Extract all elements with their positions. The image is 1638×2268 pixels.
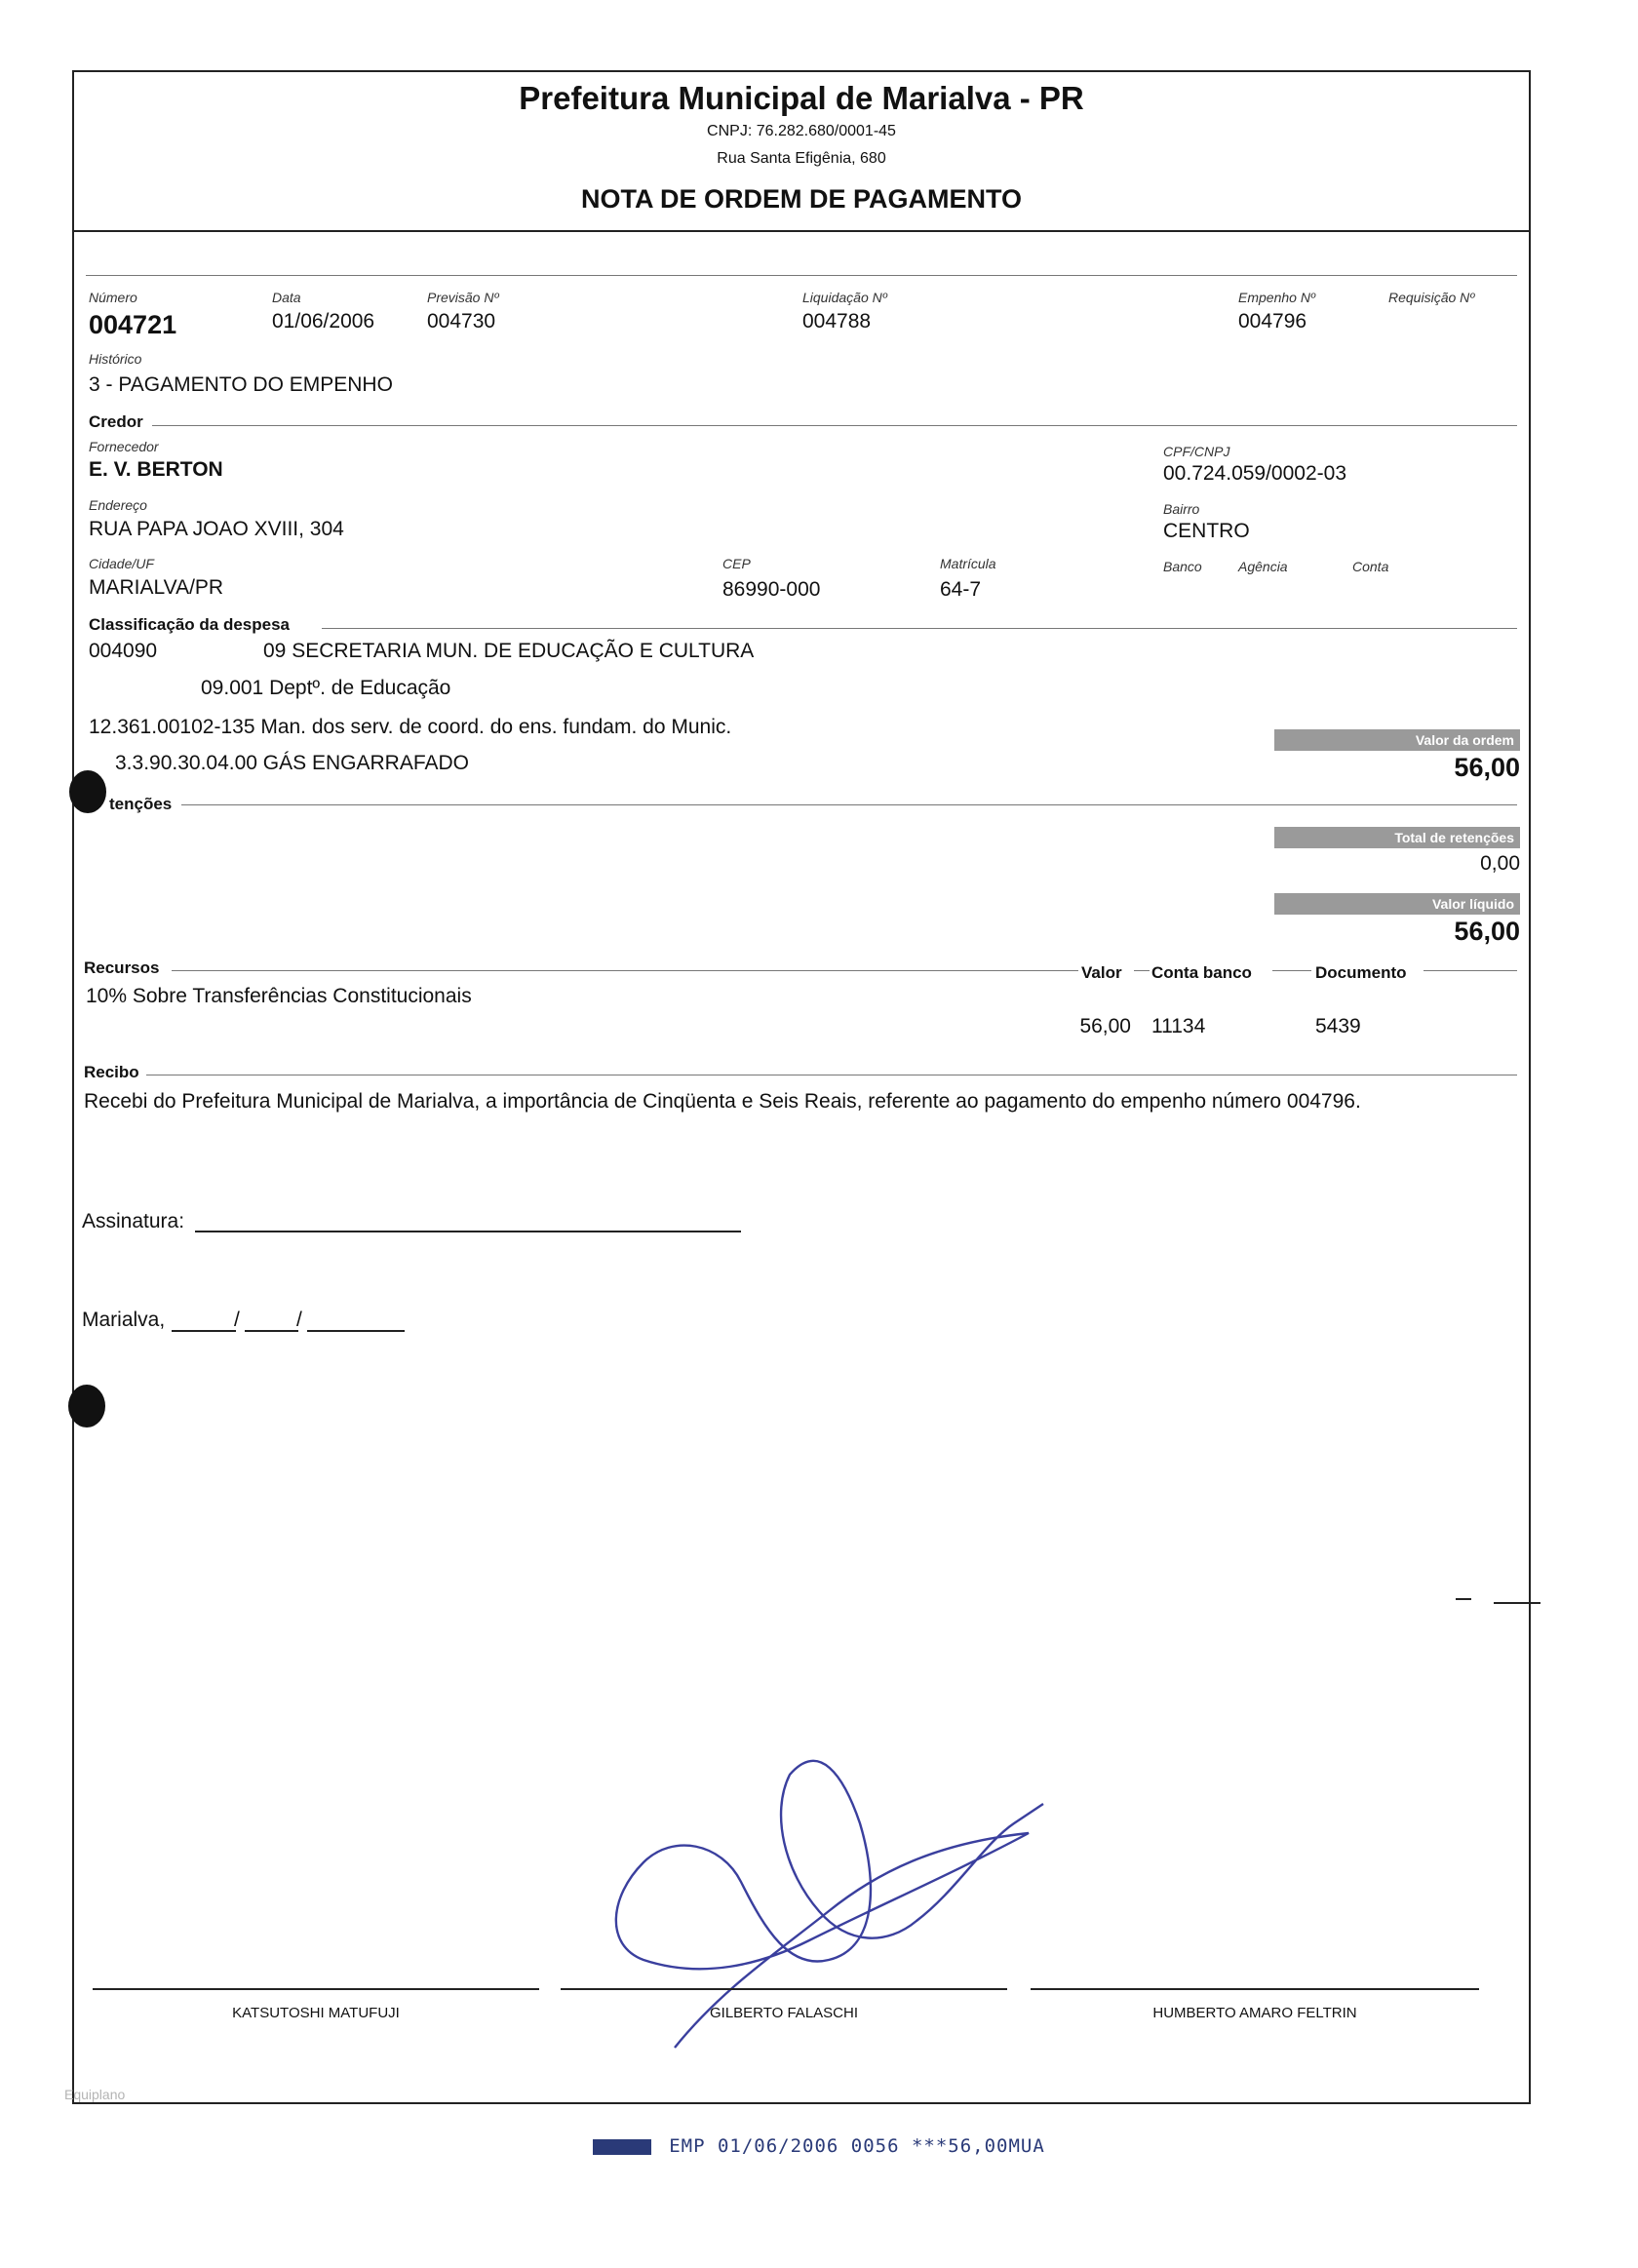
classificacao-line3: 12.361.00102-135 Man. dos serv. de coord. do ens. fundam. do Munic. (89, 716, 732, 738)
header-divider (72, 230, 1531, 232)
valor-ordem-value: 56,00 (1454, 753, 1520, 782)
valor-liquido-value: 56,00 (1454, 917, 1520, 946)
local-label: Marialva, (82, 1309, 166, 1331)
cpf-value: 00.724.059/0002-03 (1163, 462, 1347, 485)
cnpj-text: CNPJ: 76.282.680/0001-45 (707, 123, 896, 139)
liquidacao-label: Liquidação Nº (802, 290, 887, 305)
total-retencoes-value: 0,00 (1480, 852, 1520, 875)
ids-divider (86, 275, 1517, 276)
endereco-label: Endereço (89, 497, 147, 513)
punch-hole (69, 770, 106, 813)
signature-name-3: HUMBERTO AMARO FELTRIN (1152, 2005, 1357, 2021)
cep-label: CEP (722, 556, 751, 571)
recursos-divider-2 (1134, 970, 1150, 971)
bairro-value: CENTRO (1163, 520, 1250, 542)
bank-print-text: EMP 01/06/2006 0056 ***56,00MUA (669, 2135, 1045, 2157)
recibo-section: Recibo (84, 1063, 139, 1081)
historico-label: Histórico (89, 351, 142, 367)
empenho-value: 004796 (1238, 310, 1307, 332)
classificacao-line2: 09.001 Deptº. de Educação (201, 677, 451, 699)
recursos-valor-label: Valor (1081, 963, 1122, 982)
recursos-divider-3 (1272, 970, 1311, 971)
signature-line-1 (93, 1988, 539, 1990)
scan-mark-2 (1494, 1602, 1540, 1604)
numero-label: Número (89, 290, 137, 305)
recursos-section: Recursos (84, 958, 160, 977)
data-value: 01/06/2006 (272, 310, 375, 332)
classificacao-line4: 3.3.90.30.04.00 GÁS ENGARRAFADO (115, 752, 470, 774)
agencia-label: Agência (1238, 559, 1288, 574)
matricula-value: 64-7 (940, 578, 982, 601)
bank-logo-icon (593, 2139, 651, 2155)
credor-divider (152, 425, 1517, 426)
numero-value: 004721 (89, 310, 177, 339)
address-text: Rua Santa Efigênia, 680 (717, 150, 886, 167)
recursos-divider-4 (1424, 970, 1517, 971)
punch-hole-2 (68, 1385, 105, 1427)
date-sep-1: / (234, 1309, 240, 1331)
assinatura-label: Assinatura: (82, 1210, 185, 1232)
signature-name-1: KATSUTOSHI MATUFUJI (232, 2005, 400, 2021)
cpf-label: CPF/CNPJ (1163, 444, 1230, 459)
conta-label: Conta (1352, 559, 1389, 574)
previsao-label: Previsão Nº (427, 290, 499, 305)
software-name: Equiplano (64, 2087, 126, 2102)
date-day-line (172, 1330, 236, 1332)
document-title: NOTA DE ORDEM DE PAGAMENTO (580, 184, 1022, 214)
recursos-divider (172, 970, 1078, 971)
bairro-label: Bairro (1163, 501, 1200, 517)
recursos-conta-banco: 11134 (1151, 1015, 1206, 1037)
retencoes-divider (181, 804, 1517, 805)
liquidacao-value: 004788 (802, 310, 872, 332)
page-title: Prefeitura Municipal de Marialva - PR (519, 80, 1084, 116)
banco-label: Banco (1163, 559, 1202, 574)
historico-value: 3 - PAGAMENTO DO EMPENHO (89, 373, 393, 396)
recursos-documento: 5439 (1315, 1015, 1361, 1037)
signature-line-2 (561, 1988, 1007, 1990)
recibo-text: Recebi do Prefeitura Municipal de Marialva, a importância de Cinqüenta e Seis Reais, referente ao pagamento do empenho número 004796. (84, 1090, 1361, 1113)
date-sep-2: / (296, 1309, 302, 1331)
empenho-label: Empenho Nº (1238, 290, 1316, 305)
classificacao-line1: 09 SECRETARIA MUN. DE EDUCAÇÃO E CULTURA (263, 640, 755, 662)
recursos-conta-label: Conta banco (1151, 963, 1252, 982)
bank-print-stamp (0, 2135, 1638, 2157)
data-label: Data (272, 290, 301, 305)
valor-ordem-label: Valor da ordem (1274, 729, 1520, 751)
fornecedor-label: Fornecedor (89, 439, 159, 454)
matricula-label: Matrícula (940, 556, 996, 571)
date-month-line (245, 1330, 298, 1332)
classificacao-divider (322, 628, 1517, 629)
endereco-value: RUA PAPA JOAO XVIII, 304 (89, 518, 344, 540)
classificacao-code: 004090 (89, 640, 158, 662)
retencoes-section: tenções (109, 795, 173, 813)
cep-value: 86990-000 (722, 578, 821, 601)
recursos-valor: 56,00 (1079, 1015, 1131, 1037)
assinatura-line (195, 1231, 741, 1232)
cidade-value: MARIALVA/PR (89, 576, 224, 599)
cidade-label: Cidade/UF (89, 556, 154, 571)
classificacao-section: Classificação da despesa (89, 615, 291, 634)
recursos-documento-label: Documento (1315, 963, 1407, 982)
date-year-line (307, 1330, 405, 1332)
recursos-descricao: 10% Sobre Transferências Constitucionais (86, 985, 472, 1007)
signature-name-2: GILBERTO FALASCHI (710, 2005, 858, 2021)
requisicao-label: Requisição Nº (1388, 290, 1475, 305)
scan-mark (1456, 1598, 1471, 1600)
total-retencoes-label: Total de retenções (1274, 827, 1520, 848)
credor-section: Credor (89, 412, 143, 431)
fornecedor-value: E. V. BERTON (89, 458, 223, 481)
signature-line-3 (1031, 1988, 1479, 1990)
previsao-value: 004730 (427, 310, 496, 332)
valor-liquido-label: Valor líquido (1274, 893, 1520, 915)
